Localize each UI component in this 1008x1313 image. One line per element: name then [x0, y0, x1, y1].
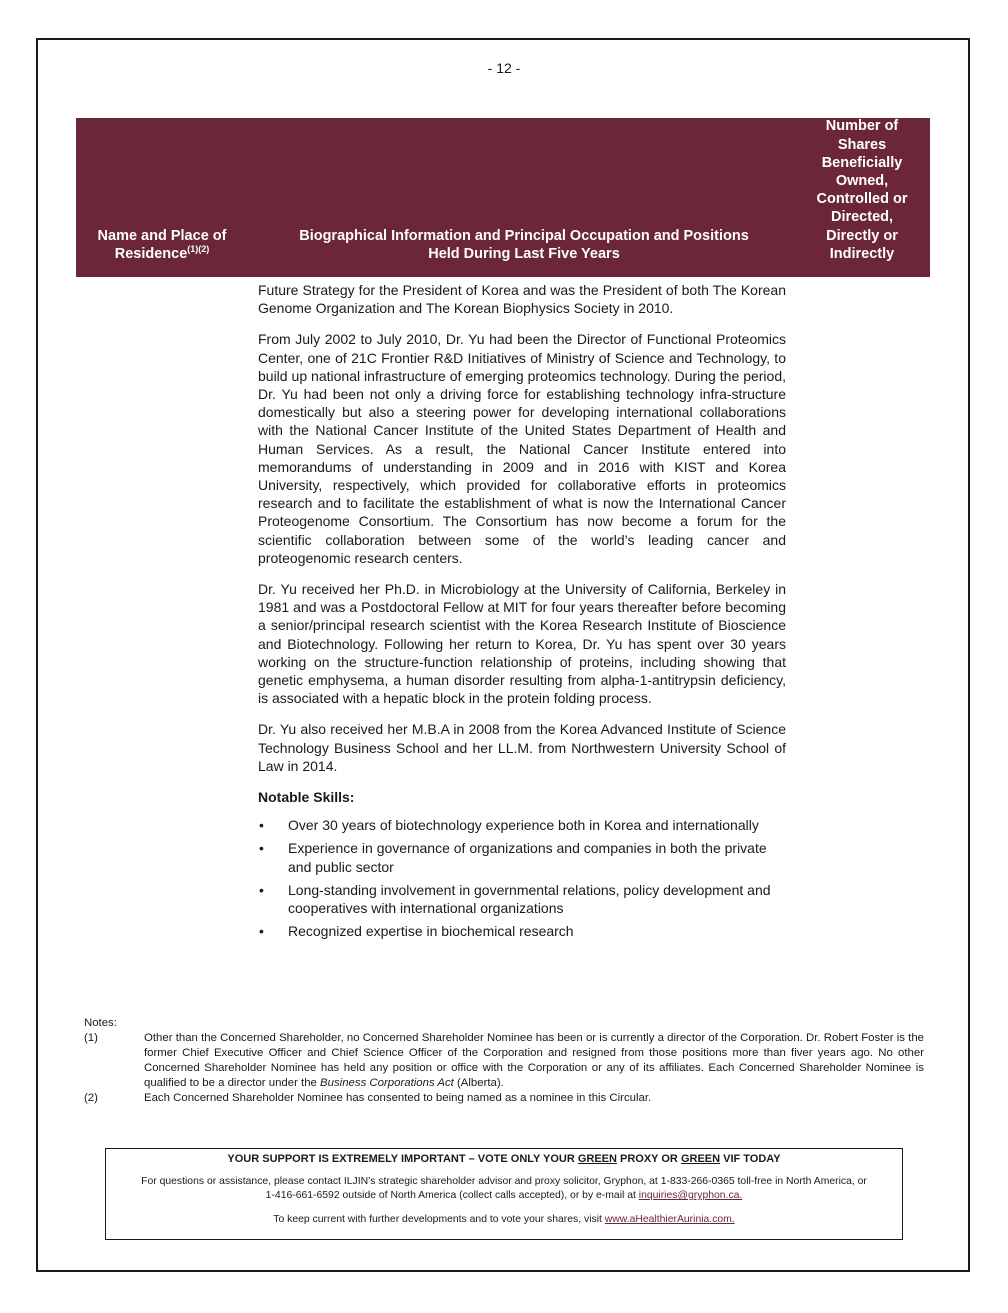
header-shares: Number of Shares Beneficially Owned, Controlled or Directed, Directly or Indirectly — [816, 118, 908, 262]
bio-paragraph: Dr. Yu received her Ph.D. in Microbiology at the University of California, Berkeley in 1981 and was a Postdoctoral Fellow at MIT for four years thereafter before becoming a senior/principal research scientist with the Korea Research Institute of Bioscience and Biotechnology. Following her return to Korea, Dr. Yu has spent over 30 years working on the structure-function relationship of proteins, including showing that genetic emphysema, a human disorder resulting from alpha-1-antitrypsin deficiency, is associated with a hepatic block in the protein folding process. — [258, 581, 786, 707]
bio-paragraph: From July 2002 to July 2010, Dr. Yu had been the Director of Functional Proteomics Center, one of 21C Frontier R&D Initiatives of Ministry of Science and Technology, to build up national infrastructure of emerging proteomics technology. During the period, Dr. Yu had been not only a driving force for establishing technology infra-structure domestically but also a steering power for developing international collaborations with the National Cancer Institute of the United States Department of Health and Human Services. As a result, the National Cancer Institute entered into memorandums of understanding in 2009 and in 2016 with KIST and Korea University, respectively, which provided for collaborative efforts in proteomics research and to facilitate the establishment of what is now the International Cancer Proteogenome Consortium. The Consortium has now become a forum for the scientific collaboration between some of the world’s leading cancer and proteogenomic research centers. — [258, 331, 786, 566]
callout-website: To keep current with further developments and to vote your shares, visit www.aHealthierAurinia.com. — [273, 1214, 735, 1225]
page-number: - 12 - — [487, 60, 521, 76]
skills-heading: Notable Skills: — [258, 789, 355, 806]
header-biographical: Biographical Information and Principal Occupation and Positions Held During Last Five Years — [299, 228, 749, 262]
table-header — [76, 118, 930, 277]
notes-label: Notes: — [84, 1017, 117, 1029]
voting-callout-box — [105, 1148, 903, 1240]
bullet-icon: • — [259, 923, 264, 940]
bullet-icon: • — [259, 881, 264, 898]
footnote-1: (1) Other than the Concerned Shareholder, no Concerned Shareholder Nominee has been or is currently a director of the Corporation. Dr. Robert Foster is the former Chief Executive Officer and Chief Science Officer of the Corporation and resigned from those positions more than fiver years ago. No other Concerned Shareholder Nominee has held any position or office with the Corporation or any of its affiliates. Each Concerned Shareholder Nominee is qualified to be a director under the Business Corporations Act (Alberta). — [84, 1032, 924, 1089]
callout-heading: YOUR SUPPORT IS EXTREMELY IMPORTANT – VOTE ONLY YOUR GREEN PROXY OR GREEN VIF TODAY — [227, 1153, 781, 1165]
website-link[interactable]: www.aHealthierAurinia.com. — [604, 1214, 735, 1225]
skill-item: • Experience in governance of organizations and companies in both the private and public sector — [259, 840, 767, 875]
skills-list — [258, 816, 786, 940]
email-link[interactable]: inquiries@gryphon.ca. — [638, 1190, 743, 1201]
bullet-icon: • — [259, 817, 264, 834]
footnotes — [84, 1016, 924, 1106]
biography — [258, 281, 786, 946]
footnote-2: (2) Each Concerned Shareholder Nominee has consented to being named as a nominee in this Circular. — [84, 1092, 652, 1104]
skill-item: • Recognized expertise in biochemical research — [259, 923, 574, 940]
bio-paragraph: Future Strategy for the President of Korea and was the President of both The Korean Genome Organization and The Korean Biophysics Society in 2010. — [258, 282, 786, 317]
callout-contact: For questions or assistance, please contact ILJIN’s strategic shareholder advisor and proxy solicitor, Gryphon, at 1-833-266-0365 toll-free in North America, or 1-416-661-6592 outside of North America (collect calls accepted), or by e-mail at inquiries@gryphon.ca. — [141, 1176, 867, 1201]
header-name-residence: Name and Place of Residence$^{(1)(2)}$ — [97, 228, 227, 262]
bio-paragraph: Dr. Yu also received her M.B.A in 2008 from the Korea Advanced Institute of Science Technology Business School and her LL.M. from Northwestern University School of Law in 2014. — [258, 721, 786, 774]
skill-item: • Over 30 years of biotechnology experience both in Korea and internationally — [259, 817, 759, 834]
bullet-icon: • — [259, 840, 264, 857]
skill-item: • Long-standing involvement in governmental relations, policy development and cooperatives with international organizations — [259, 881, 771, 917]
